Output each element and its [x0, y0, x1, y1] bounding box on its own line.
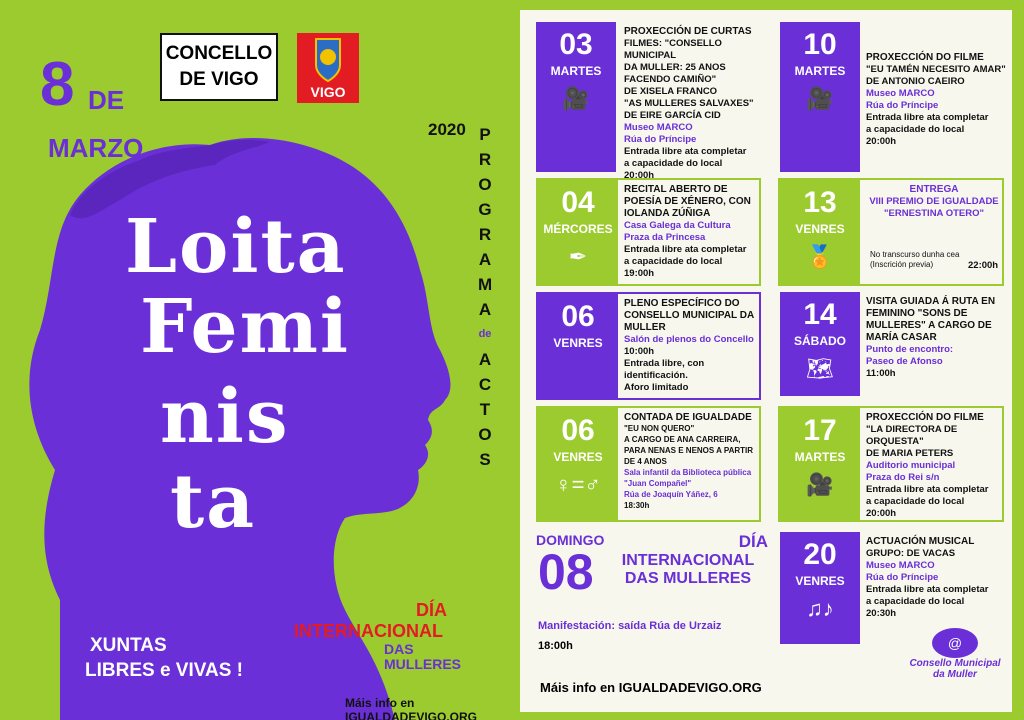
event-date-tile — [538, 180, 618, 284]
event-place: Praza do Rei s/n — [866, 472, 940, 483]
event-weekday: VENRES — [553, 450, 603, 464]
event-date-tile — [780, 292, 860, 396]
event-date-tile — [780, 22, 860, 172]
event-place: Museo MARCO — [866, 88, 935, 99]
event-text — [624, 184, 759, 280]
consello-logo-line-1: Consello Municipal — [909, 658, 1001, 669]
programa-letter: R — [478, 150, 492, 169]
actos-letter: T — [479, 400, 491, 419]
event-line: DE ANTONIO CAEIRO — [866, 76, 965, 87]
program-panel — [520, 10, 1012, 712]
event-card — [536, 292, 761, 400]
event-day: 13 — [803, 186, 837, 219]
event-date-tile — [780, 408, 860, 520]
concello-logo: CONCELLO DE VIGO — [160, 33, 278, 101]
main-dia: DÍA — [738, 532, 768, 551]
event-place: Rúa do Príncipe — [866, 572, 939, 583]
main-manifest: Manifestación: saída Rúa de Urzaiz — [538, 620, 722, 632]
event-time: 19:00h — [624, 268, 655, 279]
event-title: ENTREGA — [909, 184, 959, 195]
shield-label: VIGO — [310, 84, 346, 100]
event-line: VIII PREMIO DE IGUALDADE — [869, 196, 999, 207]
internacional-label: INTERNACIONAL — [294, 621, 443, 641]
event-title: ACTUACIÓN MUSICAL — [866, 536, 975, 547]
event-date-tile — [538, 408, 618, 520]
map-icon: 🗺 — [806, 356, 834, 381]
de-small: de — [478, 328, 492, 340]
event-text — [624, 26, 774, 182]
event-day: 06 — [561, 300, 595, 333]
event-extra: a capacidade do local — [866, 124, 965, 135]
medal-icon: 🏅 — [806, 244, 834, 269]
quill-icon: ✒ — [568, 244, 588, 269]
event-time: 22:00h — [968, 260, 999, 271]
event-line: DA MULLER: 25 ANOS FACENDO CAMIÑO" — [624, 62, 726, 85]
actos-letter: S — [479, 450, 491, 469]
event-weekday: SÁBADO — [793, 334, 846, 348]
event-weekday: MARTES — [550, 64, 602, 78]
event-weekday: MARTES — [794, 450, 846, 464]
event-card — [536, 406, 761, 522]
event-place: Sala infantil da Biblioteca pública — [624, 468, 752, 477]
das-mulleres-label: DAS MULLERES — [384, 641, 461, 672]
event-card — [778, 178, 1004, 286]
event-text — [624, 412, 759, 511]
event-line: "EU TAMÉN NECESITO AMAR" — [866, 64, 1006, 75]
slogan-2: LIBRES e VIVAS ! — [85, 660, 244, 681]
event-extra: a capacidade do local — [624, 158, 723, 169]
event-text — [866, 412, 1002, 520]
event-line: DE XISELA FRANCO — [624, 86, 718, 97]
event-text — [866, 536, 1006, 620]
programa-letter: A — [478, 300, 492, 319]
event-day: 06 — [561, 414, 595, 447]
event-day: 17 — [803, 414, 837, 447]
event-weekday: VENRES — [795, 574, 845, 588]
programa-letter: M — [478, 275, 493, 294]
poster-line-1: Loita — [125, 204, 347, 290]
camera-icon: 🎥 — [806, 472, 834, 497]
event-place: No transcurso dunha cea — [870, 250, 960, 259]
event-title: RECITAL ABERTO DE POESÍA DE XÉNERO, CON IOLANDA ZÚÑIGA — [624, 184, 751, 219]
programa-letter: G — [478, 200, 492, 219]
event-text — [866, 184, 1002, 220]
camera-icon: 🎥 — [806, 86, 834, 111]
camera-icon: 🎥 — [562, 86, 590, 111]
event-place-block — [870, 250, 970, 270]
event-text — [866, 52, 1006, 148]
programa-vertical — [478, 122, 492, 472]
event-place: Rúa do Príncipe — [624, 134, 697, 145]
event-line: FILMES: "CONSELLO MUNICIPAL — [624, 38, 722, 61]
event-date-tile — [780, 532, 860, 644]
event-line: "ERNESTINA OTERO" — [884, 208, 984, 219]
event-line: DE EIRE GARCÍA CID — [624, 110, 721, 121]
event-card — [536, 178, 761, 286]
vigo-shield — [297, 33, 359, 103]
left-panel — [0, 0, 510, 720]
event-weekday: VENRES — [553, 336, 603, 350]
dia-label: DÍA — [416, 600, 447, 620]
programa-letter: O — [478, 175, 492, 194]
more-info-left: Máis info en IGUALDADEVIGO.ORG — [345, 696, 478, 720]
date-de: DE — [88, 85, 125, 115]
main-das-mulleres: DAS MULLERES — [624, 570, 752, 587]
event-extra: a capacidade do local — [866, 596, 965, 607]
year: 2020 — [428, 120, 466, 139]
event-place: Museo MARCO — [866, 560, 935, 571]
event-extra: Entrada libre ata completar — [866, 484, 989, 495]
event-time: 20:30h — [866, 608, 897, 619]
event-extra: 10:00h — [624, 346, 655, 357]
event-line: DE MARIA PETERS — [866, 448, 954, 459]
event-place: Auditorio municipal — [866, 460, 956, 471]
slogan-1: XUNTAS — [90, 635, 167, 656]
event-extra: a capacidade do local — [866, 496, 965, 507]
event-line: "LA DIRECTORA DE ORQUESTA" — [866, 424, 958, 447]
event-line: A CARGO DE ANA CARREIRA, — [624, 435, 741, 444]
event-place: Rúa de Joaquín Yáñez, 6 — [624, 490, 718, 499]
event-title: CONTADA DE IGUALDADE — [624, 412, 752, 423]
event-line: "AS MULLERES SALVAXES" — [624, 98, 754, 109]
event-card — [536, 22, 761, 181]
event-title: PROXECCIÓN DO FILME — [866, 52, 984, 63]
event-place: (Inscrición previa) — [870, 260, 934, 269]
event-line: PARA NENAS E NENOS A PARTIR DE 4 ANOS — [624, 446, 754, 466]
event-day: 10 — [803, 28, 837, 61]
actos-letter: C — [478, 375, 492, 394]
event-day: 04 — [561, 186, 595, 219]
poster-line-3: nis — [160, 374, 290, 460]
event-line: "EU NON QUERO" — [624, 424, 695, 433]
event-time: 20:00h — [866, 136, 897, 147]
event-text — [866, 296, 1006, 380]
date-month: MARZO — [48, 133, 144, 163]
event-extra: Entrada libre ata completar — [624, 244, 747, 255]
main-dia-block — [608, 532, 768, 588]
event-extra: Entrada libre ata completar — [866, 584, 989, 595]
event-title: PROXECCIÓN DO FILME — [866, 412, 984, 423]
event-text — [624, 298, 759, 394]
more-info-right: Máis info en IGUALDADEVIGO.ORG — [540, 680, 762, 695]
event-extra: a capacidade do local — [624, 256, 723, 267]
event-title: PLENO ESPECÍFICO DO CONSELLO MUNICIPAL DA MULLER — [624, 298, 754, 333]
consello-logo — [900, 628, 1010, 680]
shield-icon — [297, 33, 359, 85]
event-time: 20:00h — [624, 170, 655, 181]
event-weekday: VENRES — [795, 222, 845, 236]
event-date-tile — [780, 180, 860, 284]
event-time: 20:00h — [866, 508, 897, 519]
poster-line-2: Femi — [140, 284, 350, 370]
consello-logo-line-2: da Muller — [933, 669, 977, 680]
poster-line-4: ta — [170, 459, 257, 545]
consello-logo-icon: @ — [932, 628, 978, 658]
event-weekday: MARTES — [794, 64, 846, 78]
actos-letter: O — [478, 425, 492, 444]
main-day: 08 — [538, 544, 594, 600]
event-place: Museo MARCO — [624, 122, 693, 133]
programa-letter: A — [478, 250, 492, 269]
event-extra: Entrada libre ata completar — [866, 112, 989, 123]
programa-letter: R — [478, 225, 492, 244]
event-day: 14 — [803, 298, 837, 331]
event-time: 18:30h — [624, 501, 650, 510]
date-day: 8 — [40, 50, 75, 119]
event-place: Rúa do Príncipe — [866, 100, 939, 111]
event-place: Praza da Princesa — [624, 232, 706, 243]
event-place: Casa Galega da Cultura — [624, 220, 731, 231]
event-place: Salón de plenos do Concello — [624, 334, 754, 345]
programa-letter: P — [479, 125, 491, 144]
main-weekday: DOMINGO — [536, 532, 605, 548]
event-extra: Entrada libre ata completar — [624, 146, 747, 157]
event-title: PROXECCIÓN DE CURTAS — [624, 26, 752, 37]
event-card — [778, 406, 1004, 522]
actos-letter: A — [478, 350, 492, 369]
event-place: Punto de encontro: — [866, 344, 954, 355]
event-line: GRUPO: DE VACAS — [866, 548, 956, 559]
event-title: VISITA GUIADA Á RUTA EN FEMININO "SONS DE MULLERES" A CARGO DE MARÍA CASAR — [866, 296, 996, 343]
event-place: "Juan Compañel" — [624, 479, 692, 488]
main-internacional: INTERNACIONAL — [621, 552, 755, 569]
event-date-tile — [538, 294, 618, 398]
music-icon: ♫♪ — [806, 596, 834, 621]
date-heading — [40, 50, 144, 163]
equality-icon: ♀=♂ — [555, 472, 601, 497]
event-card — [780, 22, 1005, 172]
main-day-block — [536, 532, 768, 652]
main-time: 18:00h — [538, 640, 573, 652]
dia-internacional-left — [294, 600, 461, 672]
event-extra: Aforo limitado — [624, 382, 689, 393]
event-time: 11:00h — [866, 368, 896, 379]
event-weekday: MÉRCORES — [543, 222, 613, 236]
event-card — [780, 292, 1005, 396]
event-day: 20 — [803, 538, 837, 571]
event-extra: Entrada libre, con identificación. — [624, 358, 705, 381]
event-day: 03 — [559, 28, 593, 61]
event-date-tile — [536, 22, 616, 172]
event-place: Paseo de Afonso — [866, 356, 943, 367]
